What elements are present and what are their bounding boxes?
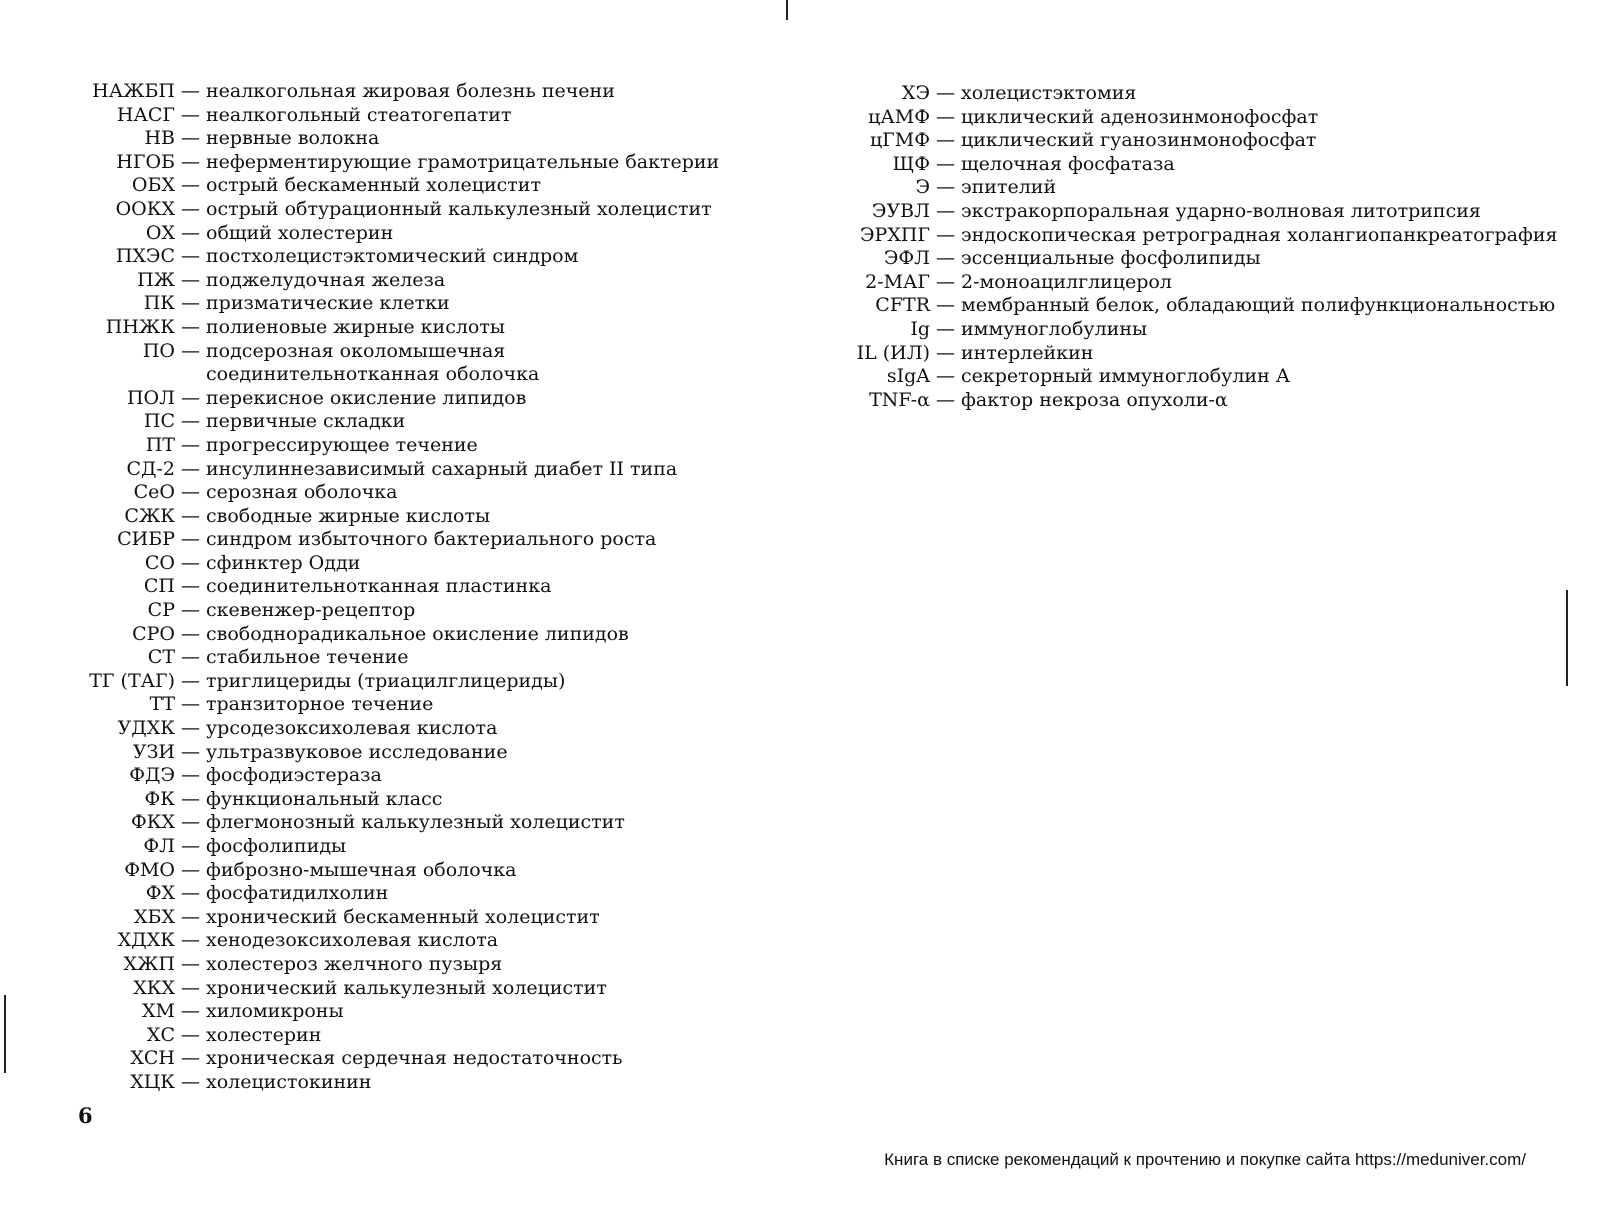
abbreviation-term: ХС	[146, 1023, 175, 1046]
dash-separator: —	[181, 268, 200, 291]
abbreviation-term: ПОЛ	[126, 386, 175, 409]
binding-edge-line	[786, 0, 788, 20]
dash-separator: —	[936, 129, 955, 152]
dash-separator: —	[181, 481, 200, 504]
abbreviation-definition: свободные жирные кислоты	[206, 504, 491, 527]
dash-separator: —	[181, 174, 200, 197]
abbreviation-entry	[60, 410, 726, 434]
abbreviation-term: ХБХ	[133, 905, 175, 928]
dash-separator: —	[181, 646, 200, 669]
abbreviation-term: ФМО	[124, 858, 175, 881]
dash-separator: —	[181, 669, 200, 692]
abbreviation-definition: хронический калькулезный холецистит	[206, 976, 607, 999]
abbreviation-definition: острый обтурационный калькулезный холецистит	[206, 197, 712, 220]
abbreviation-entry	[60, 151, 726, 175]
abbreviation-entry	[60, 528, 726, 552]
abbreviation-term: ФДЭ	[129, 764, 175, 787]
abbreviation-term: ПЖ	[137, 268, 175, 291]
abbreviation-term: sIgA	[886, 365, 930, 388]
abbreviation-definition: соединительнотканная пластинка	[206, 575, 552, 598]
dash-separator: —	[181, 787, 200, 810]
abbreviation-definition: эссенциальные фосфолипиды	[961, 247, 1261, 270]
dash-separator: —	[181, 622, 200, 645]
abbreviation-entry	[60, 198, 726, 222]
abbreviation-entry	[60, 1024, 726, 1048]
abbreviation-term: ОХ	[145, 221, 175, 244]
dash-separator: —	[181, 835, 200, 857]
abbreviation-term: 2-МАГ	[865, 270, 930, 293]
dash-separator: —	[936, 223, 955, 246]
abbreviation-entry	[820, 153, 1600, 177]
abbreviation-term: ХМ	[142, 1000, 175, 1023]
abbreviation-entry	[60, 434, 726, 458]
abbreviation-term: ПТ	[145, 433, 175, 456]
abbreviation-entry	[60, 1071, 726, 1095]
abbreviation-entry	[820, 129, 1600, 153]
dash-separator: —	[181, 764, 200, 787]
abbreviation-definition: хенодезоксихолевая кислота	[206, 929, 499, 952]
dash-separator: —	[181, 905, 200, 928]
abbreviation-term: НАСГ	[116, 103, 175, 126]
abbreviation-definition: фиброзно-мышечная оболочка	[206, 858, 517, 881]
abbreviation-definition: хронический бескаменный холецистит	[206, 905, 600, 928]
abbreviation-entry	[60, 835, 726, 859]
abbreviation-term: ХКХ	[133, 976, 175, 999]
abbreviation-term: СРО	[132, 622, 175, 645]
abbreviation-term: СД-2	[126, 457, 175, 480]
abbreviation-entry	[820, 224, 1600, 248]
abbreviation-entry	[60, 1000, 726, 1024]
abbreviation-entry	[60, 764, 726, 788]
abbreviation-term: IL (ИЛ)	[856, 341, 930, 364]
abbreviation-definition: общий холестерин	[206, 221, 394, 244]
dash-separator: —	[181, 575, 200, 598]
abbreviation-list-left	[60, 80, 726, 1095]
abbreviation-definition: функциональный класс	[206, 787, 443, 810]
abbreviation-definition: неферментирующие грамотрицательные бактерии	[206, 150, 720, 173]
dash-separator: —	[181, 717, 200, 740]
abbreviation-term: СЖК	[124, 504, 175, 527]
abbreviation-entry	[60, 552, 726, 576]
dash-separator: —	[936, 270, 955, 293]
abbreviation-term: НГОБ	[116, 150, 175, 173]
abbreviation-definition: ультразвуковое исследование	[206, 740, 508, 763]
dash-separator: —	[181, 811, 200, 834]
abbreviation-term: ФК	[144, 787, 175, 810]
abbreviation-definition: иммуноглобулины	[961, 317, 1148, 340]
abbreviation-definition: острый бескаменный холецистит	[206, 174, 541, 197]
abbreviation-term: ФЛ	[143, 835, 175, 857]
abbreviation-term: ПХЭС	[115, 245, 175, 268]
abbreviation-term: ЩФ	[892, 152, 930, 175]
abbreviation-definition: триглицериды (триацилглицериды)	[206, 669, 566, 692]
abbreviation-term: ЭФЛ	[883, 247, 930, 270]
abbreviation-entry	[60, 505, 726, 529]
abbreviation-definition: фактор некроза опухоли-α	[961, 388, 1228, 411]
abbreviation-term: ЭУВЛ	[871, 199, 930, 222]
abbreviation-entry	[820, 271, 1600, 295]
dash-separator: —	[181, 504, 200, 527]
abbreviation-entry	[820, 247, 1600, 271]
abbreviation-entry	[820, 365, 1600, 389]
dash-separator: —	[936, 341, 955, 364]
dash-separator: —	[181, 221, 200, 244]
abbreviation-definition: прогрессирующее течение	[206, 433, 478, 456]
abbreviation-term: УДХК	[117, 717, 175, 740]
abbreviation-definition: эпителий	[961, 176, 1057, 199]
abbreviation-term: СТ	[147, 646, 175, 669]
abbreviation-definition: урсодезоксихолевая кислота	[206, 717, 498, 740]
abbreviation-entry	[820, 82, 1600, 106]
dash-separator: —	[181, 1000, 200, 1023]
dash-separator: —	[181, 339, 200, 362]
abbreviation-term: ПО	[142, 339, 175, 362]
abbreviation-entry	[60, 387, 726, 411]
page-edge-line	[1566, 590, 1568, 686]
abbreviation-entry	[60, 1047, 726, 1071]
abbreviation-entry	[60, 882, 726, 906]
abbreviation-entry	[60, 623, 726, 647]
abbreviation-entry	[60, 906, 726, 930]
abbreviation-entry	[60, 693, 726, 717]
page-edge-line	[4, 995, 6, 1073]
dash-separator: —	[181, 457, 200, 480]
abbreviation-list-right	[820, 82, 1600, 412]
dash-separator: —	[181, 929, 200, 952]
abbreviation-term: Э	[915, 176, 930, 199]
abbreviation-definition: холестерин	[206, 1023, 322, 1046]
abbreviation-term: ХДХК	[117, 929, 175, 952]
dash-separator: —	[936, 388, 955, 411]
abbreviation-term: ПС	[143, 410, 175, 433]
dash-separator: —	[181, 410, 200, 433]
abbreviation-definition: постхолецистэктомический синдром	[206, 245, 579, 268]
abbreviation-definition: хиломикроны	[206, 1000, 344, 1023]
abbreviation-definition: первичные складки	[206, 410, 406, 433]
abbreviation-term: цГМФ	[869, 129, 930, 152]
abbreviation-definition: циклический гуанозинмонофосфат	[961, 129, 1317, 152]
abbreviation-term: СИБР	[117, 528, 175, 551]
abbreviation-term: НАЖБП	[92, 80, 175, 102]
abbreviation-definition: подсерозная околомышечная соединительнотканная оболочка	[206, 339, 540, 386]
abbreviation-definition: инсулиннезависимый сахарный диабет II типа	[206, 457, 678, 480]
abbreviation-entry	[60, 599, 726, 623]
abbreviation-entry	[60, 292, 726, 316]
abbreviation-definition: фосфолипиды	[206, 835, 347, 857]
abbreviation-term: ПНЖК	[105, 315, 175, 338]
dash-separator: —	[181, 433, 200, 456]
dash-separator: —	[181, 315, 200, 338]
abbreviation-term: ООКХ	[115, 197, 175, 220]
abbreviation-entry	[60, 788, 726, 812]
abbreviation-term: ФКХ	[130, 811, 175, 834]
dash-separator: —	[181, 693, 200, 716]
dash-separator: —	[936, 365, 955, 388]
abbreviation-definition: щелочная фосфатаза	[961, 152, 1175, 175]
dash-separator: —	[181, 858, 200, 881]
abbreviation-entry	[60, 104, 726, 128]
abbreviation-term: ХЦК	[130, 1070, 175, 1093]
dash-separator: —	[181, 292, 200, 315]
abbreviation-term: TNF-α	[869, 388, 930, 411]
abbreviation-definition: свободнорадикальное окисление липидов	[206, 622, 629, 645]
abbreviation-entry	[60, 811, 726, 835]
abbreviation-definition: холестероз желчного пузыря	[206, 952, 503, 975]
abbreviation-entry	[820, 318, 1600, 342]
dash-separator: —	[936, 199, 955, 222]
abbreviation-definition: серозная оболочка	[206, 481, 398, 504]
abbreviation-term: ТГ (ТАГ)	[89, 669, 175, 692]
abbreviation-definition: экстракорпоральная ударно-волновая литотрипсия	[961, 199, 1481, 222]
abbreviation-definition: фосфатидилхолин	[206, 882, 389, 905]
abbreviation-definition: мембранный белок, обладающий полифункциональностью	[961, 294, 1556, 317]
abbreviation-definition: 2-моноацилглицерол	[961, 270, 1172, 293]
abbreviation-term: СО	[144, 551, 175, 574]
abbreviation-entry	[820, 294, 1600, 318]
dash-separator: —	[181, 103, 200, 126]
abbreviation-entry	[60, 127, 726, 151]
abbreviation-entry	[60, 859, 726, 883]
page-number: 6	[78, 1103, 93, 1128]
abbreviation-term: ТТ	[149, 693, 175, 716]
abbreviation-term: ПК	[143, 292, 175, 315]
abbreviation-entry	[60, 741, 726, 765]
abbreviation-entry	[60, 316, 726, 340]
abbreviation-term: ЭРХПГ	[860, 223, 930, 246]
dash-separator: —	[181, 127, 200, 150]
dash-separator: —	[936, 152, 955, 175]
abbreviation-term: ХСН	[130, 1047, 175, 1070]
dash-separator: —	[181, 952, 200, 975]
abbreviation-definition: поджелудочная железа	[206, 268, 446, 291]
dash-separator: —	[181, 80, 200, 102]
abbreviation-term: СеО	[133, 481, 175, 504]
dash-separator: —	[181, 386, 200, 409]
abbreviation-term: ОБХ	[131, 174, 175, 197]
abbreviation-entry	[60, 929, 726, 953]
abbreviation-definition: холецистокинин	[206, 1070, 372, 1093]
abbreviation-entry	[60, 646, 726, 670]
abbreviation-definition: скевенжер-рецептор	[206, 599, 416, 622]
abbreviation-definition: хроническая сердечная недостаточность	[206, 1047, 623, 1070]
abbreviation-entry	[60, 340, 726, 387]
dash-separator: —	[181, 197, 200, 220]
abbreviation-term: ФХ	[145, 882, 175, 905]
abbreviation-entry	[60, 80, 726, 104]
abbreviation-entry	[60, 222, 726, 246]
abbreviation-entry	[820, 389, 1600, 413]
dash-separator: —	[181, 245, 200, 268]
abbreviation-definition: полиеновые жирные кислоты	[206, 315, 505, 338]
abbreviation-entry	[820, 200, 1600, 224]
abbreviation-term: Ig	[910, 317, 930, 340]
dash-separator: —	[181, 1023, 200, 1046]
dash-separator: —	[181, 599, 200, 622]
abbreviation-entry	[60, 458, 726, 482]
dash-separator: —	[936, 247, 955, 270]
abbreviation-definition: синдром избыточного бактериального роста	[206, 528, 657, 551]
dash-separator: —	[181, 528, 200, 551]
abbreviation-definition: неалкогольная жировая болезнь печени	[206, 80, 615, 102]
dash-separator: —	[936, 294, 955, 317]
abbreviation-term: ХЭ	[901, 82, 930, 104]
dash-separator: —	[936, 105, 955, 128]
abbreviation-definition: транзиторное течение	[206, 693, 434, 716]
abbreviation-term: CFTR	[875, 294, 930, 317]
dash-separator: —	[181, 882, 200, 905]
abbreviation-definition: эндоскопическая ретроградная холангиопанкреатография	[961, 223, 1558, 246]
abbreviation-term: СР	[147, 599, 175, 622]
dash-separator: —	[181, 1070, 200, 1093]
abbreviation-term: ХЖП	[123, 952, 175, 975]
dash-separator: —	[181, 740, 200, 763]
abbreviation-definition: холецистэктомия	[961, 82, 1137, 104]
abbreviation-definition: неалкогольный стеатогепатит	[206, 103, 512, 126]
dash-separator: —	[936, 82, 955, 104]
abbreviation-definition: интерлейкин	[961, 341, 1094, 364]
abbreviation-definition: призматические клетки	[206, 292, 450, 315]
abbreviation-entry	[820, 342, 1600, 366]
abbreviation-term: цАМФ	[868, 105, 930, 128]
dash-separator: —	[181, 1047, 200, 1070]
dash-separator: —	[936, 176, 955, 199]
abbreviation-entry	[820, 106, 1600, 130]
abbreviation-definition: нервные волокна	[206, 127, 380, 150]
abbreviation-entry	[60, 481, 726, 505]
abbreviation-term: УЗИ	[132, 740, 175, 763]
abbreviation-definition: флегмонозный калькулезный холецистит	[206, 811, 625, 834]
dash-separator: —	[936, 317, 955, 340]
abbreviation-entry	[60, 575, 726, 599]
abbreviation-definition: сфинктер Одди	[206, 551, 361, 574]
dash-separator: —	[181, 976, 200, 999]
abbreviation-entry	[60, 953, 726, 977]
abbreviation-entry	[60, 245, 726, 269]
dash-separator: —	[181, 150, 200, 173]
abbreviation-entry	[60, 174, 726, 198]
abbreviation-entry	[60, 269, 726, 293]
abbreviation-definition: перекисное окисление липидов	[206, 386, 527, 409]
abbreviation-term: СП	[143, 575, 175, 598]
abbreviation-entry	[60, 670, 726, 694]
abbreviation-definition: стабильное течение	[206, 646, 409, 669]
abbreviation-entry	[60, 977, 726, 1001]
abbreviation-definition: секреторный иммуноглобулин А	[961, 365, 1291, 388]
abbreviation-definition: циклический аденозинмонофосфат	[961, 105, 1319, 128]
footer-link[interactable]: Книга в списке рекомендаций к прочтению и покупке сайта https://meduniver.com/	[884, 1150, 1526, 1169]
dash-separator: —	[181, 551, 200, 574]
abbreviation-entry	[60, 717, 726, 741]
abbreviation-definition: фосфодиэстераза	[206, 764, 382, 787]
abbreviation-term: НВ	[144, 127, 175, 150]
abbreviation-entry	[820, 176, 1600, 200]
